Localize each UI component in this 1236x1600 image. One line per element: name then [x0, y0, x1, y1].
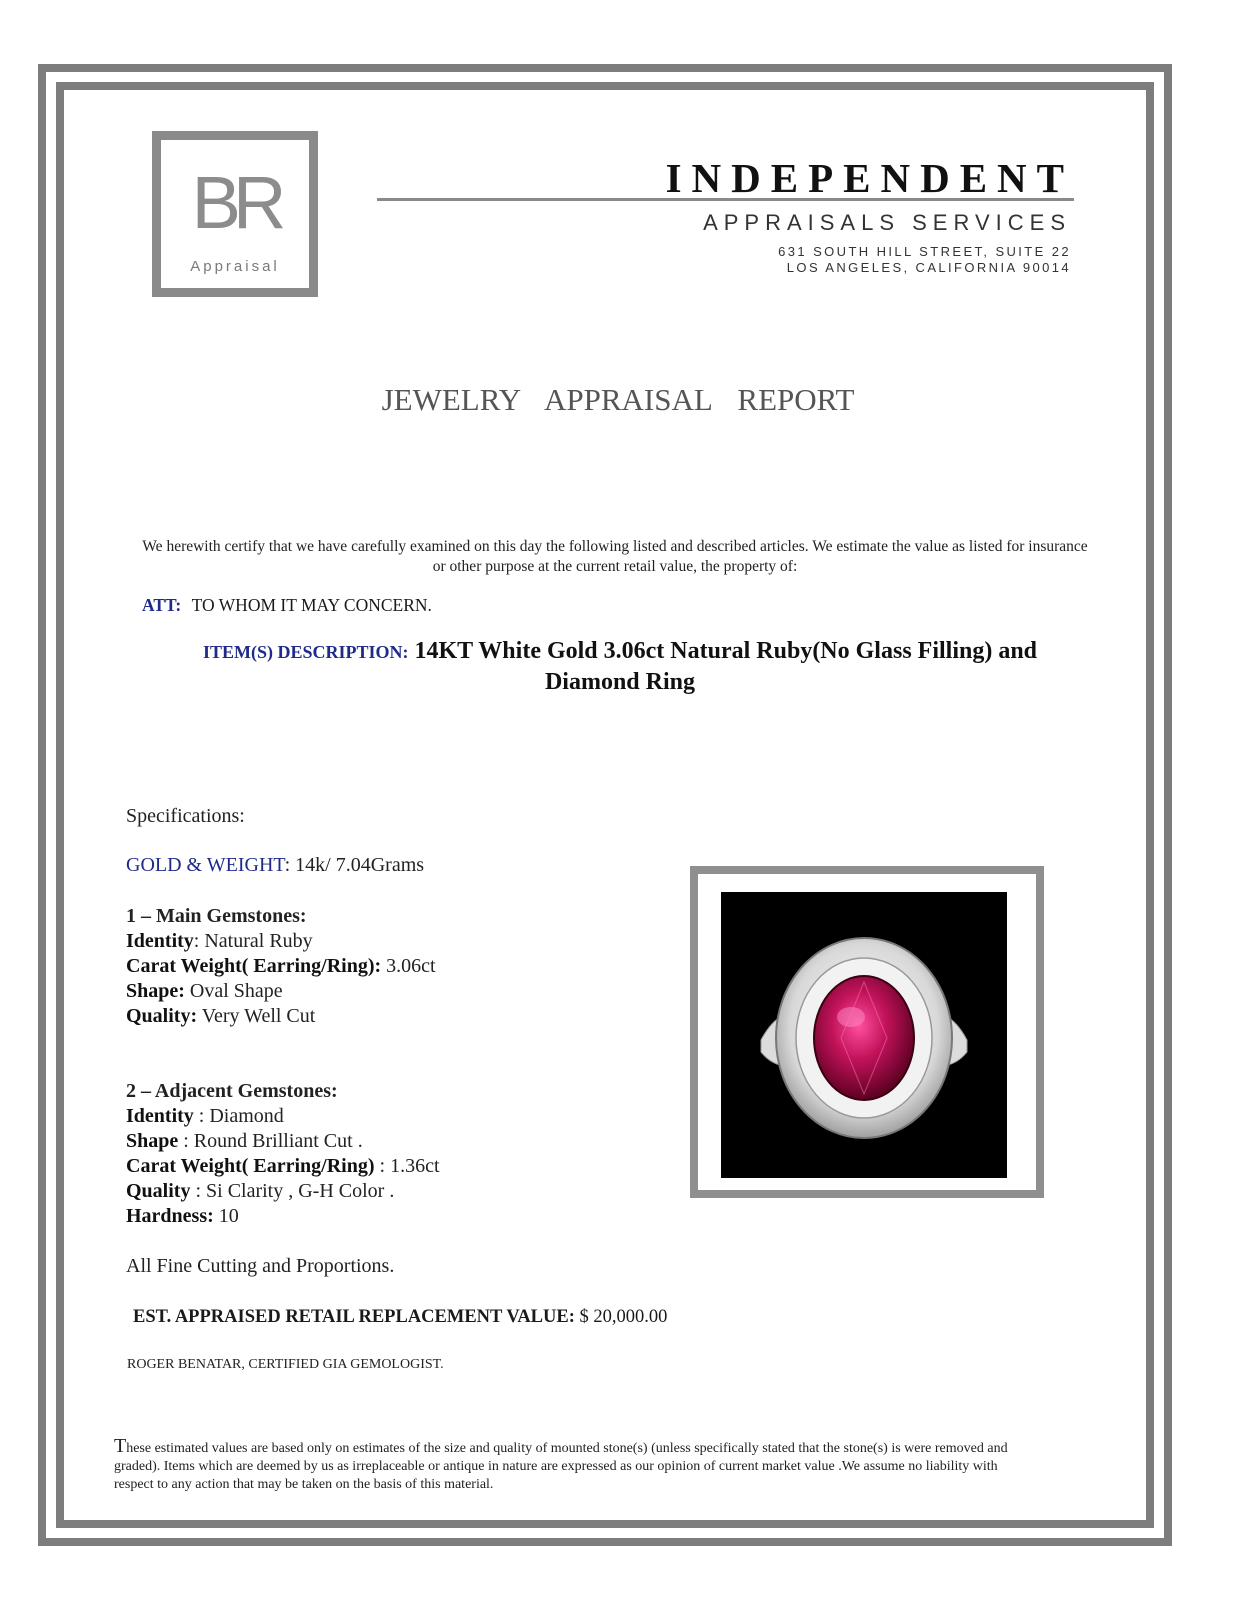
main-carat-value: 3.06ct — [381, 955, 436, 977]
adj-shape-value: : Round Brilliant Cut . — [178, 1130, 363, 1152]
main-gemstones-heading: 1 – Main Gemstones: — [126, 905, 307, 927]
ring-photo — [721, 892, 1007, 1178]
main-quality-label: Quality: — [126, 1005, 198, 1027]
estimate-value: $ 20,000.00 — [574, 1307, 668, 1327]
estimate-line — [133, 1307, 667, 1328]
main-identity-value: : Natural Ruby — [193, 930, 313, 952]
att-line — [142, 595, 432, 616]
item-label: ITEM(S) DESCRIPTION: — [202, 642, 409, 662]
main-identity-label: Identity — [126, 930, 194, 952]
item-description — [160, 636, 1080, 697]
report-title: JEWELRY APPRAISAL REPORT — [381, 382, 855, 417]
specifications-heading: Specifications: — [126, 805, 245, 827]
main-carat — [126, 954, 436, 979]
main-carat-label: Carat Weight( Earring/Ring): — [126, 955, 382, 977]
gemologist-signature-line: ROGER BENATAR, CERTIFIED GIA GEMOLOGIST. — [127, 1357, 444, 1372]
item-line-2: Diamond Ring — [544, 669, 696, 695]
adj-identity-value: : Diamond — [193, 1105, 284, 1127]
gold-weight-label: GOLD & WEIGHT — [126, 854, 285, 876]
adj-shape-label: Shape — [126, 1130, 179, 1152]
adj-quality-label: Quality — [126, 1180, 191, 1202]
estimate-label: EST. APPRAISED RETAIL REPLACEMENT VALUE: — [133, 1307, 575, 1327]
main-quality — [126, 1004, 315, 1029]
ring-photo-frame — [690, 866, 1044, 1198]
gold-weight-line — [126, 853, 424, 878]
adj-shape — [126, 1129, 363, 1154]
address-line-1: 631 SOUTH HILL STREET, SUITE 22 — [778, 244, 1071, 259]
adj-identity — [126, 1104, 284, 1129]
adj-hardness-value: 10 — [213, 1205, 239, 1227]
br-appraisal-logo — [152, 131, 318, 297]
main-quality-value: Very Well Cut — [197, 1005, 316, 1027]
company-title: INDEPENDENT — [665, 155, 1074, 201]
company-subtitle: APPRAISALS SERVICES — [703, 210, 1071, 235]
adj-hardness — [126, 1204, 239, 1229]
ruby-ring-image — [721, 892, 1007, 1178]
adj-quality-value: : Si Clarity , G-H Color . — [190, 1180, 395, 1202]
att-label: ATT: — [142, 595, 182, 615]
disclaimer-initial: T — [114, 1435, 127, 1457]
logo-monogram: BR — [191, 161, 279, 244]
adj-carat — [126, 1154, 440, 1179]
adj-identity-label: Identity — [126, 1105, 194, 1127]
adj-hardness-label: Hardness: — [126, 1205, 214, 1227]
disclaimer-text: hese estimated values are based only on estimates of the size and quality of mounted stone(s) (unless specifically stated that the stone(s) is were removed and graded). Items which are deemed by us as irreplaceable or antique in nature are expressed as our opinion of current market value .We assume no liability with respect to any action that may be taken on the basis of this material. — [114, 1441, 1008, 1492]
adj-quality — [126, 1179, 394, 1204]
fine-cutting-note: All Fine Cutting and Proportions. — [126, 1255, 395, 1277]
adj-carat-value: : 1.36ct — [374, 1155, 440, 1177]
adj-carat-label: Carat Weight( Earring/Ring) — [126, 1155, 375, 1177]
main-identity — [126, 929, 313, 954]
disclaimer — [114, 1437, 1014, 1494]
main-shape-label: Shape: — [126, 980, 185, 1002]
address-line-2: LOS ANGELES, CALIFORNIA 90014 — [786, 260, 1071, 275]
item-line-1: 14KT White Gold 3.06ct Natural Ruby(No Glass Filling) and — [414, 638, 1038, 664]
certification-text: We herewith certify that we have carefully examined on this day the following listed and described articles. We estimate the value as listed for insurance or other purpose at the current retail value, the property of: — [142, 538, 1088, 575]
adjacent-gemstones-heading: 2 – Adjacent Gemstones: — [126, 1080, 338, 1102]
main-shape-value: Oval Shape — [184, 980, 283, 1002]
logo-caption: Appraisal — [190, 258, 280, 275]
main-shape — [126, 979, 283, 1004]
gold-weight-value: : 14k/ 7.04Grams — [284, 854, 425, 876]
att-value: TO WHOM IT MAY CONCERN. — [191, 595, 432, 615]
